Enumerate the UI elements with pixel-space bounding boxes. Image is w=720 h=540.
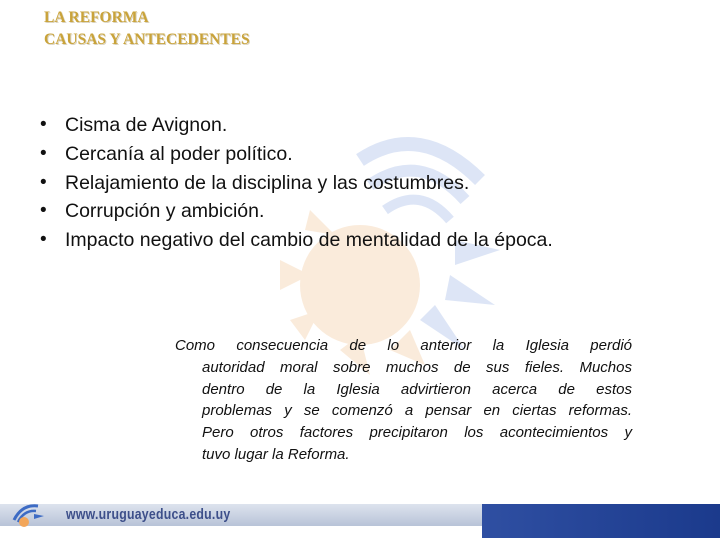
paragraph-line: Como consecuencia de lo anterior la Iglesia perdió [175, 337, 632, 354]
footer-accent-bar [482, 504, 720, 538]
bullet-item [40, 111, 553, 140]
uruguay-educa-logo-icon [10, 500, 50, 530]
bullet-item [40, 197, 553, 226]
paragraph-line: dentro de la Iglesia advirtieron acerca de estos [202, 380, 632, 398]
bullet-item [40, 169, 553, 198]
bullet-text: Corrupción y ambición. [65, 200, 265, 223]
paragraph-line: Pero otros factores precipitaron los acontecimientos y [202, 424, 632, 442]
bullet-dot-icon: • [40, 200, 47, 222]
bullet-text: Cercanía al poder político. [65, 142, 293, 165]
bullet-item [40, 226, 553, 255]
title-line-1: LA REFORMA [44, 9, 149, 26]
title-line-2: CAUSAS Y ANTECEDENTES [44, 31, 250, 48]
bullet-dot-icon: • [40, 229, 47, 251]
footer-banner [0, 498, 720, 540]
paragraph-line: autoridad moral sobre muchos de sus fieles. Muchos [202, 358, 632, 376]
bullet-text: Relajamiento de la disciplina y las costumbres. [65, 171, 470, 194]
bullet-dot-icon: • [40, 114, 47, 135]
bullet-text: Impacto negativo del cambio de mentalidad de la época. [65, 229, 553, 252]
bullet-dot-icon: • [40, 142, 47, 164]
bullet-list [40, 111, 553, 255]
slide-title [44, 7, 250, 51]
summary-paragraph [175, 335, 632, 466]
paragraph-line: problemas y se comenzó a pensar en ciertas reformas. [202, 402, 632, 420]
paragraph-line: tuvo lugar la Reforma. [202, 445, 350, 463]
bullet-dot-icon: • [40, 171, 47, 193]
bullet-item [40, 140, 553, 169]
bullet-text: Cisma de Avignon. [65, 114, 228, 136]
footer-url[interactable]: www.uruguayeduca.edu.uy [66, 506, 231, 523]
